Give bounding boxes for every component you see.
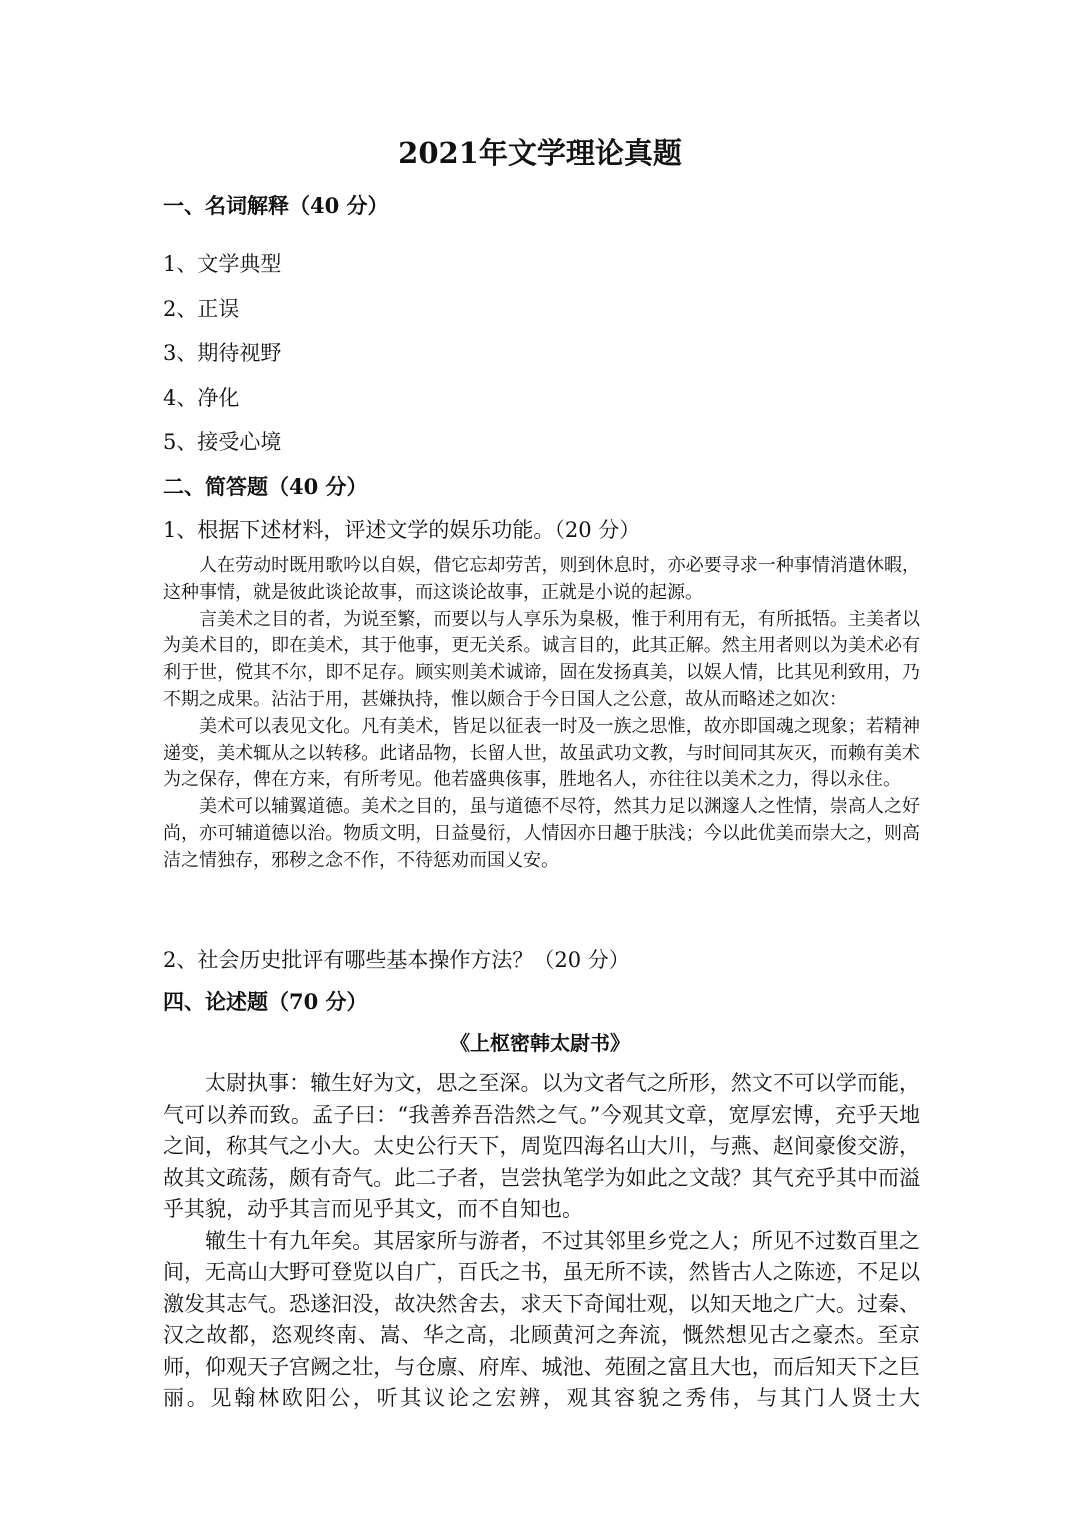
- list-item: 3、期待视野: [163, 341, 282, 365]
- material-paragraph: 美术可以辅翼道德。美术之目的，虽与道德不尽符，然其力足以渊邃人之性情，崇高人之好尚，亦可辅道德以治。物质文明，日益曼衍，人情因亦日趣于肤浅；今以此优美而崇大之，则高洁之情独存，邪秽之念不作，不待惩劝而国乂安。: [163, 796, 920, 871]
- section4-heading: 四、论述题（70 分）: [163, 989, 368, 1014]
- essay-title: 《上枢密韩太尉书》: [450, 1031, 630, 1055]
- list-item: 4、净化: [163, 386, 240, 410]
- material-paragraph: 美术可以表见文化。凡有美术，皆足以征表一时及一族之思惟，故亦即国魂之现象；若精神递变，美术辄从之以转移。此诸品物，长留人世，故虽武功文教，与时间同其灰灭，而赖有美术为之保存，俾在方来，有所考见。他若盛典侅事，胜地名人，亦往往以美术之力，得以永住。: [163, 715, 920, 791]
- essay-body: [163, 1068, 920, 1415]
- section2-heading: 二、简答题（40 分）: [163, 474, 368, 499]
- question-2: 2、社会历史批评有哪些基本操作方法？（20 分）: [163, 948, 630, 972]
- material-excerpt: [163, 553, 920, 875]
- essay-paragraph: 辙生十有九年矣。其居家所与游者，不过其邻里乡党之人；所见不过数百里之间，无高山大野可登览以自广，百氏之书，虽无所不读，然皆古人之陈迹，不足以激发其志气。恐遂汩没，故决然舍去，求天下奇闻壮观，以知天地之广大。过秦、汉之故都，恣观终南、嵩、华之高，北顾黄河之奔流，慨然想见古之豪杰。至京师，仰观天子宫阙之壮，与仓廪、府库、城池、苑囿之富且大也，而后知天下之巨丽。见翰林欧阳公，听其议论之宏辨，观其容貌之秀伟，与其门人贤士大: [163, 1228, 920, 1410]
- list-item: 2、正误: [163, 297, 240, 321]
- question-1: 1、根据下述材料，评述文学的娱乐功能。（20 分）: [163, 518, 641, 542]
- page-title: 2021年文学理论真题: [398, 136, 682, 170]
- section1-heading: 一、名词解释（40 分）: [163, 193, 389, 218]
- list-item: 5、接受心境: [163, 430, 282, 454]
- essay-paragraph: 太尉执事：辙生好为文，思之至深。以为文者气之所形，然文不可以学而能，气可以养而致。孟子曰：“我善养吾浩然之气。”今观其文章，宽厚宏博，充乎天地之间，称其气之小大。太史公行天下，周览四海名山大川，与燕、赵间豪俊交游，故其文疏荡，颇有奇气。此二子者，岂尝执笔学为如此之文哉？其气充乎其中而溢乎其貌，动乎其言而见乎其文，而不自知也。: [163, 1071, 920, 1221]
- list-item: 1、文学典型: [163, 252, 282, 276]
- material-paragraph: 人在劳动时既用歌吟以自娱，借它忘却劳苦，则到休息时，亦必要寻求一种事情消遣休暇，这种事情，就是彼此谈论故事，而这谈论故事，正就是小说的起源。: [163, 555, 920, 603]
- material-paragraph: 言美术之目的者，为说至繁，而要以与人享乐为臬极，惟于利用有无，有所抵牾。主美者以为美术目的，即在美术，其于他事，更无关系。诚言目的，此其正解。然主用者则以为美术必有利于世，傥其不尔，即不足存。顾实则美术诚谛，固在发扬真美，以娱人情，比其见利致用，乃不期之成果。沾沾于用，甚嫌执持，惟以颇合于今日国人之公意，故从而略述之如次：: [163, 608, 920, 710]
